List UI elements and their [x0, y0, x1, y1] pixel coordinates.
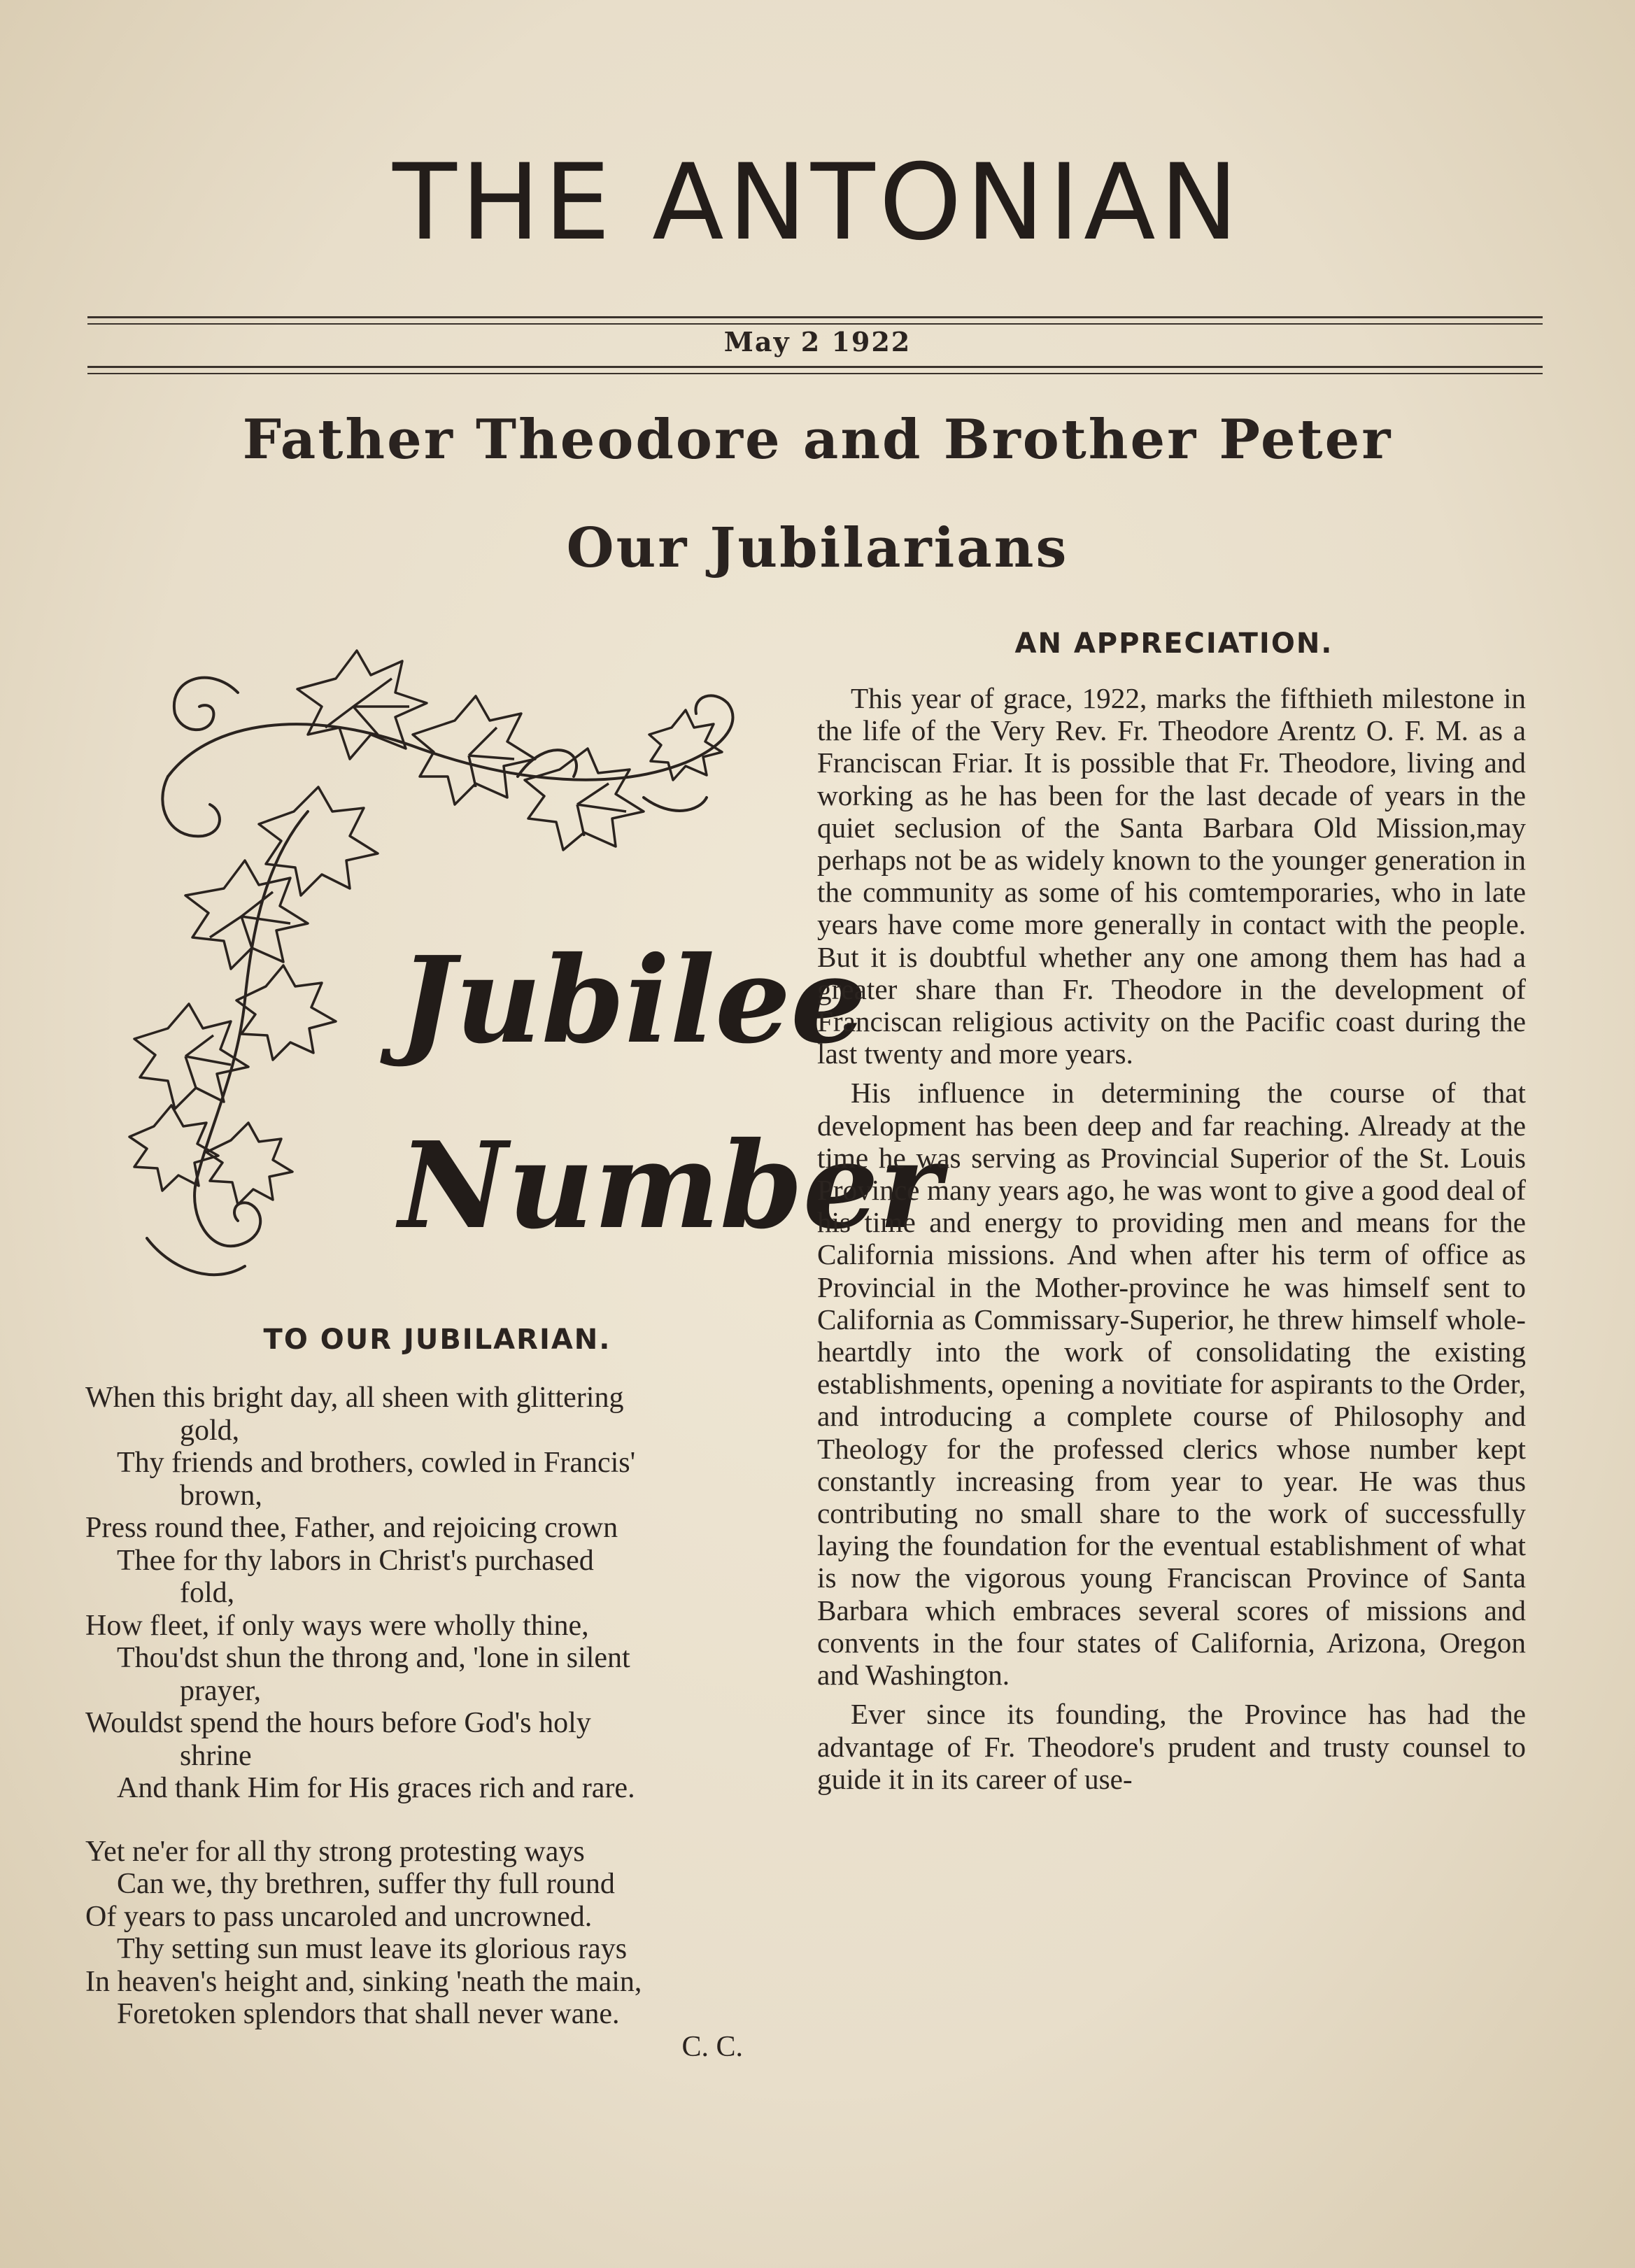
poem-line: brown, [180, 1479, 262, 1512]
headline-line-2: Our Jubilarians [566, 516, 1069, 580]
poem-line: Thy friends and brothers, cowled in Francis' [117, 1447, 636, 1479]
poem-title: TO OUR JUBILARIAN. [263, 1324, 611, 1356]
poem-line: Thou'dst shun the throng and, 'lone in silent [117, 1642, 630, 1674]
poem-line: prayer, [180, 1674, 262, 1707]
poem-line: When this bright day, all sheen with glittering [85, 1382, 624, 1414]
poem-line: How fleet, if only ways were wholly thine, [85, 1609, 589, 1642]
poem-signature: C. C. [681, 2030, 743, 2063]
issue-date: May 2 1922 [723, 326, 912, 357]
poem-line: shrine [180, 1739, 252, 1772]
masthead-rule-top-thin [87, 323, 1543, 325]
article-paragraph: His influence in determining the course of that development has been deep and far reaching. Already at the time he was serving as Provincial Superior of the St. Louis Province many years ago, he was wont to give a good deal of his time and energy to providing men and means for the California missions. And when after his term of office as Provincial in the Mother-province he was himself sent to California as Commissary-Superior, he threw himself whole-heartdly into the work of consolidating the existing establishments, opening a novitiate for aspirants to the Order, and introducing a complete course of Philosophy and Theology for the professed clerics whose number kept constantly increasing from year to year. He was thus contributing no small share to the work of successfully laying the foundation for the eventual establishment of what is now the vigorous young Franciscan Province of Santa Barbara which embraces several scores of missions and convents in the four states of California, Arizona, Oregon and Washington. [817, 1077, 1526, 1692]
poem-line: Wouldst spend the hours before God's holy [85, 1707, 591, 1739]
masthead-rule-top [87, 316, 1543, 318]
masthead-title: THE ANTONIAN [392, 142, 1243, 264]
poem-line: Can we, thy brethren, suffer thy full round [117, 1868, 615, 1900]
date-rule-bottom [87, 366, 1543, 368]
article-paragraph: This year of grace, 1922, marks the fifthieth milestone in the life of the Very Rev. Fr. Theodore Arentz O. F. M. as a Franciscan Friar. It is possible that Fr. Theodore, living and working as he has been for the last decade of years in the quiet seclusion of the Santa Barbara Old Mission,may perhaps not be as widely known to the younger generation in the community as some of his comtemporaries, who in late years have come more generally in contact with the people. But it is doubtful whether any one among them has had a greater share than Fr. Theodore in the development of Franciscan religious activity on the Pacific coast during the last twenty and more years. [817, 682, 1526, 1070]
number-word: Number [399, 1116, 942, 1256]
poem-line: Of years to pass uncaroled and uncrowned. [85, 1900, 593, 1933]
headline-line-1: Father Theodore and Brother Peter [242, 408, 1393, 472]
poem [85, 1382, 792, 2063]
stanza-gap [85, 1805, 792, 1836]
poem-line: Thee for thy labors in Christ's purchased [117, 1544, 594, 1577]
poem-line: Yet ne'er for all thy strong protesting ways [85, 1835, 585, 1868]
jubilee-word: Jubilee [399, 930, 867, 1070]
poem-line: In heaven's height and, sinking 'neath the main, [85, 1965, 642, 1998]
article-title: AN APPRECIATION. [1014, 628, 1333, 660]
article-paragraph: Ever since its founding, the Province has had the advantage of Fr. Theodore's prudent and trusty counsel to guide it in its career of use- [817, 1698, 1526, 1795]
poem-line: fold, [180, 1577, 235, 1609]
poem-line: gold, [180, 1414, 240, 1447]
poem-line: Thy setting sun must leave its glorious rays [117, 1933, 628, 1965]
poem-line: Foretoken splendors that shall never wane. [117, 1998, 620, 2030]
poem-line: Press round thee, Father, and rejoicing crown [85, 1512, 618, 1544]
date-rule-bottom-thin [87, 373, 1543, 374]
poem-line: And thank Him for His graces rich and rare. [117, 1772, 635, 1804]
article-body [817, 682, 1526, 1802]
